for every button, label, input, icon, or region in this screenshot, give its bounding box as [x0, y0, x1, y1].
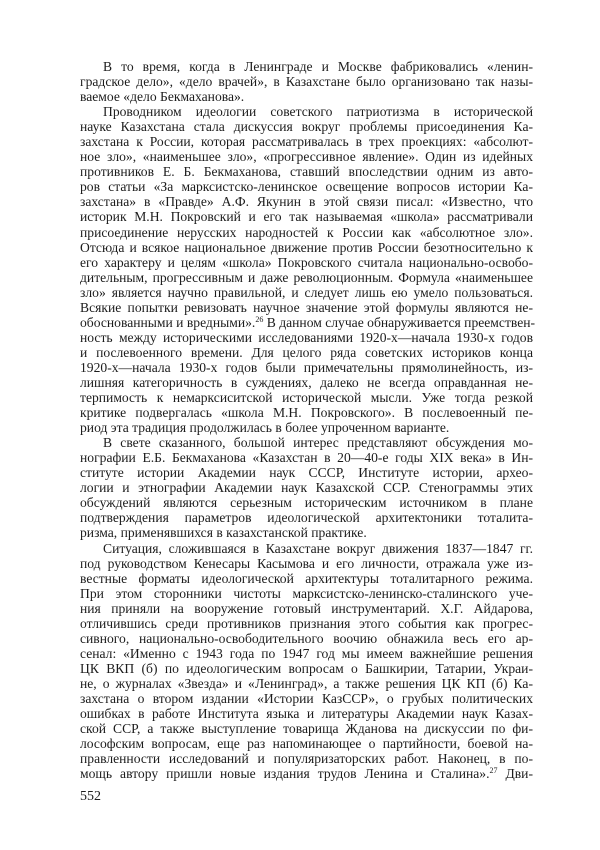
paragraph	[80, 104, 536, 436]
text-line: градское дело», «дело врачей», в Казахстане было организовано так назы-	[80, 74, 533, 90]
text-line: ния приняли на вооружение готовый инструментарий. Х.Г. Айдарова,	[80, 600, 533, 616]
text-line: под руководством Кенесары Касымова и его личности, отражала уже из-	[80, 555, 533, 571]
text-line: сивного, национально-освободительного воочию обнажила весь его ар-	[80, 630, 533, 646]
text-line: дительным, прогрессивным и даже революционным. Формула «наименьшее	[80, 269, 533, 285]
text-line: В то время, когда в Ленинграде и Москве фабриковались «ленин-	[103, 59, 533, 74]
paragraph	[80, 435, 533, 540]
page-number: 552	[80, 789, 101, 804]
text-line: присоединение нерусских народностей к России как «абсолютное зло».	[80, 224, 533, 240]
text-line: захстана к России, которая рассматривалась в трех проекциях: «абсолют-	[80, 134, 533, 150]
text-line: историк М.Н. Покровский и его так называемая «школа» рассматривали	[80, 209, 533, 225]
text-line: отличившись среди противников признания этого события как прогрес-	[80, 615, 533, 631]
text-segment: обоснованными и вредными».	[80, 314, 256, 330]
text-line: ность между историческими исследованиями 1920-х—начала 1930-х годов	[80, 329, 533, 345]
text-line: логии и этнографии Академии наук Казахской ССР. Стенограммы этих	[80, 480, 533, 496]
text-line	[80, 314, 536, 330]
text-line: Всякие попытки ревизовать научное значение этой формулы являются не-	[80, 299, 533, 315]
text-line: Ситуация, сложившаяся в Казахстане вокруг движения 1837—1847 гг.	[103, 540, 533, 556]
text-line: его характеру и целям «школа» Покровского считала национально-освобо-	[80, 254, 533, 270]
text-line: ров статьи «За марксистско-ленинское освещение вопросов истории Ка-	[80, 179, 533, 195]
text-line: ской ССР, а также выступление товарища Жданова на дискуссии по фи-	[80, 721, 533, 737]
page-body-text	[80, 59, 536, 782]
text-line: захстана» в «Правде» А.Ф. Якунин в этой связи писал: «Известно, что	[80, 194, 533, 210]
text-line: При этом сторонники чистоты марксистско-ленинско-сталинского уче-	[80, 585, 533, 601]
text-line: ошибках в работе Института языка и литературы Академии наук Казах-	[80, 706, 533, 722]
text-line: захстана о втором издании «Истории КазССР», о грубых политических	[80, 690, 533, 706]
paragraph	[80, 59, 533, 104]
text-line: Проводником идеологии советского патриотизма в исторической	[103, 104, 533, 120]
text-line: ваемое «дело Бекмаханова».	[80, 89, 245, 105]
text-line: обсуждений являются серьезным историческим источником в плане	[80, 495, 533, 511]
text-line: сенал: «Именно с 1943 года по 1947 год мы имеем важнейшие решения	[80, 645, 533, 661]
paragraph	[80, 541, 533, 782]
text-line: лософским вопросам, еще раз напоминающее о партийности, боевой на-	[80, 736, 533, 752]
text-line: ризма, применявшихся в казахстанской практике.	[80, 525, 367, 541]
text-segment: мощь автору пришли новые издания трудов Ленина и Сталина».	[80, 766, 490, 782]
text-line: риод эта традиция продолжилась в более упроченном варианте.	[80, 420, 450, 436]
text-line: вестные форматы идеологической архитектуры тоталитарного режима.	[80, 570, 533, 586]
text-line: не, о журналах «Звезда» и «Ленинград», а также решения ЦК КП (б) Ка-	[80, 675, 533, 691]
text-segment: В данном случае обнаруживается преемствен-	[263, 314, 536, 330]
text-line: науке Казахстана стала дискуссия вокруг проблемы присоединения Ка-	[80, 119, 533, 135]
text-line: ное зло», «наименьшее зло», «прогрессивное явление». Один из идейных	[80, 149, 533, 165]
text-line: лишняя категоричность в суждениях, далеко не всегда оправданная не-	[80, 374, 533, 390]
text-line: подтверждения параметров идеологической архитектоники тоталита-	[80, 510, 533, 526]
text-line: противников Е. Б. Бекмаханова, ставший впоследствии одним из авто-	[80, 164, 533, 180]
footnote-ref: 26	[255, 314, 264, 324]
text-line: зло» является научно правильной, и следует лишь ею умело пользоваться.	[80, 284, 533, 300]
text-line: В свете сказанного, большой интерес представляют обсуждения мо-	[103, 435, 533, 451]
text-line	[80, 766, 533, 781]
text-line: терпимость к немарксиситской исторической мысли. Уже тогда резкой	[80, 390, 533, 406]
text-line: 1920-х—начала 1930-х годов были примечательны прямолинейность, из-	[80, 359, 533, 375]
text-line: Отсюда и всякое национальное движение против России безотносительно к	[80, 239, 533, 255]
footnote-ref: 27	[489, 766, 498, 776]
text-line: критике подвергалась «школа М.Н. Покровского». В послевоенный пе-	[80, 405, 533, 421]
text-segment: Дви-	[497, 766, 533, 782]
text-line: ституте истории Академии наук СССР, Институте истории, архео-	[80, 465, 533, 481]
text-line: и послевоенного времени. Для целого ряда советских историков конца	[80, 344, 533, 360]
text-line: ЦК ВКП (б) по идеологическим вопросам о Башкирии, Татарии, Украи-	[80, 660, 533, 676]
text-line: правленности исследований и популяризаторских работ. Наконец, в по-	[80, 751, 533, 767]
text-line: нографии Е.Б. Бекмаханова «Казахстан в 20—40-е годы XIX века» в Ин-	[80, 450, 533, 466]
